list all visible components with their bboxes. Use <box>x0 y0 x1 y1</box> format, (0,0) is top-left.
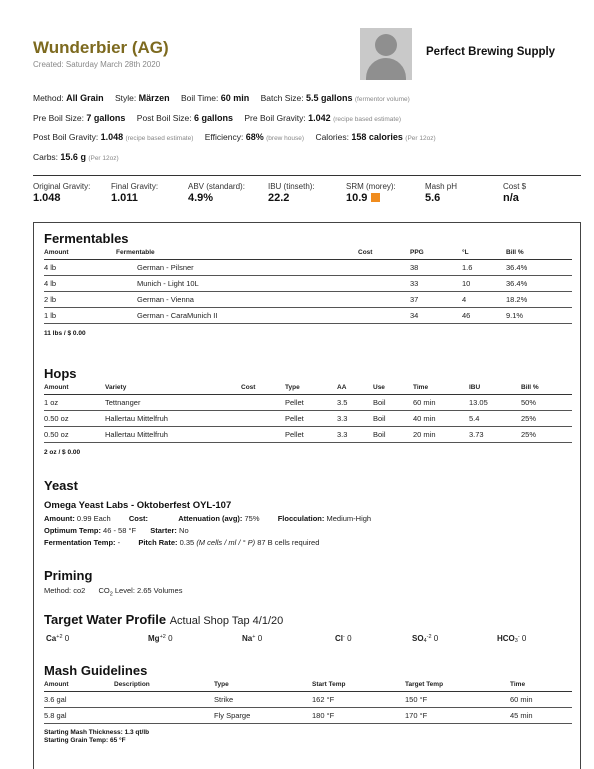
flocculation-value: Medium-High <box>326 514 372 523</box>
starter-label: Starter: <box>150 526 177 535</box>
ion-symbol: Cl <box>335 634 343 643</box>
efficiency-value: 68% <box>245 132 264 142</box>
pitch-rate-value: 0.35 <box>179 538 195 547</box>
cost-value: n/a <box>503 192 519 204</box>
yeast-amount-label: Amount: <box>44 514 75 523</box>
priming-method: co2 <box>73 586 86 595</box>
cell <box>241 426 285 442</box>
specs-line-1 <box>33 93 563 113</box>
pitch-rate-unit: (M cells / ml / ° P) <box>196 538 256 547</box>
cell: 170 °F <box>405 707 510 723</box>
priming-title: Priming <box>44 568 93 583</box>
cell: 0.50 oz <box>44 410 105 426</box>
col-header: Bill % <box>506 247 572 259</box>
col-header: Time <box>510 679 572 691</box>
ion-value: 0 <box>433 634 439 643</box>
og-label: Original Gravity: <box>33 182 91 191</box>
co2-level-label: Level: <box>114 586 135 595</box>
ibu-value: 22.2 <box>268 192 290 204</box>
cell: 3.6 gal <box>44 691 114 707</box>
ion-charge: +2 <box>56 634 63 640</box>
srm-value-wrap <box>346 192 396 204</box>
pre-boil-size-label: Pre Boil Size: <box>33 112 85 123</box>
table-row <box>44 275 572 291</box>
co2-level: 2.65 Volumes <box>137 586 183 595</box>
ph-label: Mash pH <box>425 182 458 191</box>
shop-name: Perfect Brewing Supply <box>426 46 556 58</box>
efficiency-label: Efficiency: <box>204 132 244 142</box>
hops-title: Hops <box>44 366 77 381</box>
stat-ph <box>425 182 457 204</box>
water-ions-row <box>44 634 572 648</box>
cell: 180 °F <box>312 707 405 723</box>
calories-note: (Per 12oz) <box>405 135 436 142</box>
hops-total: 2 oz / $ 0.00 <box>44 448 81 456</box>
method-label: Method: <box>33 93 64 103</box>
mash-thickness-label: Starting Mash Thickness: <box>44 728 123 736</box>
specs-line-4 <box>33 152 563 172</box>
cell: 13.05 <box>469 394 521 410</box>
flocculation-label: Flocculation: <box>277 514 325 523</box>
grain-temp-line <box>44 737 572 744</box>
starter-value: No <box>179 526 189 535</box>
stat-srm <box>346 182 396 204</box>
cell: 4 <box>462 291 506 307</box>
pre-boil-gravity-value: 1.042 <box>308 112 331 123</box>
fermentables-header-row <box>44 247 572 259</box>
abv-label: ABV (standard): <box>188 182 245 191</box>
cell: 38 <box>410 259 462 275</box>
pitch-rate-note: 87 B cells required <box>257 538 320 547</box>
avatar-body-shape <box>366 58 406 80</box>
cell: 45 min <box>510 707 572 723</box>
table-row <box>44 691 572 707</box>
ion-subscript: 4 <box>423 638 427 644</box>
yeast-name: Omega Yeast Labs - Oktoberfest OYL-107 <box>44 500 232 511</box>
shop-avatar <box>360 28 412 80</box>
mash-section <box>44 663 572 744</box>
fg-label: Final Gravity: <box>111 182 159 191</box>
mash-header-row <box>44 679 572 691</box>
ion-subscript: 3 <box>514 638 518 644</box>
priming-section <box>44 568 572 598</box>
srm-color-swatch <box>371 193 380 202</box>
col-header: IBU <box>469 382 521 394</box>
col-header: AA <box>337 382 373 394</box>
table-row <box>44 707 572 723</box>
table-row <box>44 394 572 410</box>
boil-time-label: Boil Time: <box>181 93 219 103</box>
fermentables-title: Fermentables <box>44 231 129 246</box>
created-date: Created: Saturday March 28th 2020 <box>33 60 161 69</box>
pre-boil-gravity-label: Pre Boil Gravity: <box>244 112 306 123</box>
cell: 33 <box>410 275 462 291</box>
col-header: Type <box>285 382 337 394</box>
hops-section <box>44 366 572 456</box>
optimum-temp-value: 46 - 58 °F <box>103 526 137 535</box>
stat-cost <box>503 182 526 204</box>
cell: Boil <box>373 426 413 442</box>
batch-size-note: (fermentor volume) <box>354 96 410 103</box>
fermentables-table <box>44 247 572 324</box>
cell: Tettnanger <box>105 394 241 410</box>
optimum-temp-label: Optimum Temp: <box>44 526 101 535</box>
table-row <box>44 410 572 426</box>
col-header: Fermentable <box>116 247 358 259</box>
ion-symbol: Ca <box>46 634 57 643</box>
divider-line <box>33 175 581 176</box>
water-title: Target Water Profile <box>44 612 167 627</box>
table-row <box>44 307 572 323</box>
cell: Fly Sparge <box>214 707 312 723</box>
cell <box>358 291 410 307</box>
srm-label: SRM (morey): <box>346 182 396 191</box>
recipe-title: Wunderbier (AG) <box>33 38 169 57</box>
water-section <box>44 612 572 648</box>
cell: Munich - Light 10L <box>116 275 358 291</box>
cell <box>358 307 410 323</box>
ion-charge: -2 <box>426 634 432 640</box>
col-header: Variety <box>105 382 241 394</box>
carbs-label: Carbs: <box>33 151 59 162</box>
pitch-rate-label: Pitch Rate: <box>138 538 178 547</box>
cell <box>241 410 285 426</box>
cell: 34 <box>410 307 462 323</box>
cell: 3.5 <box>337 394 373 410</box>
cell: Boil <box>373 410 413 426</box>
ion-symbol: Na <box>242 634 253 643</box>
cell: 3.3 <box>337 410 373 426</box>
ph-value: 5.6 <box>425 192 441 204</box>
col-header: Amount <box>44 679 114 691</box>
stat-abv <box>188 182 245 204</box>
carbs-note: (Per 12oz) <box>88 154 119 162</box>
hops-table <box>44 382 572 443</box>
calories-label: Calories: <box>315 132 349 142</box>
table-row <box>44 291 572 307</box>
pre-boil-gravity-note: (recipe based estimate) <box>333 115 401 123</box>
cost-label: Cost $ <box>503 182 527 191</box>
cell: German - Vienna <box>116 291 358 307</box>
co2-sub: 2 <box>109 591 113 598</box>
attenuation-value: 75% <box>244 514 260 523</box>
stat-ibu <box>268 182 315 204</box>
pre-boil-size-value: 7 gallons <box>86 112 126 123</box>
cell: 0.50 oz <box>44 426 105 442</box>
abv-value: 4.9% <box>188 192 214 204</box>
col-header: PPG <box>410 247 462 259</box>
col-header: Use <box>373 382 413 394</box>
co2-label: CO <box>98 586 110 595</box>
cell: 5.4 <box>469 410 521 426</box>
cell: Boil <box>373 394 413 410</box>
ion-value: 0 <box>521 634 527 643</box>
table-row <box>44 426 572 442</box>
cell: 3.3 <box>337 426 373 442</box>
cell <box>358 275 410 291</box>
ion-charge: - <box>517 634 520 640</box>
cell <box>114 691 214 707</box>
yeast-line-3 <box>44 538 572 547</box>
fermentation-temp-label: Fermentation Temp: <box>44 538 116 547</box>
ion-value: 0 <box>64 634 70 643</box>
fermentables-total: 11 lbs / $ 0.00 <box>44 329 86 337</box>
cell: 37 <box>410 291 462 307</box>
srm-value: 10.9 <box>346 192 368 204</box>
cell: 5.8 gal <box>44 707 114 723</box>
yeast-title: Yeast <box>44 478 78 493</box>
cell: 36.4% <box>506 275 572 291</box>
mash-thickness-value: 1.3 qt/lb <box>124 728 150 736</box>
carbs-value: 15.6 g <box>60 151 86 162</box>
cell: 10 <box>462 275 506 291</box>
cell: 162 °F <box>312 691 405 707</box>
batch-size-value: 5.5 gallons <box>305 93 353 103</box>
grain-temp-label: Starting Grain Temp: <box>44 736 109 744</box>
post-boil-gravity-note: (recipe based estimate) <box>125 135 194 142</box>
yeast-amount: 0.99 Each <box>76 514 111 523</box>
cell <box>358 259 410 275</box>
ibu-label: IBU (tinseth): <box>268 182 315 191</box>
stats-row <box>33 182 581 212</box>
col-header: Amount <box>44 247 116 259</box>
mash-thickness-line <box>44 729 572 736</box>
cell: 1.6 <box>462 259 506 275</box>
ion-charge: + <box>252 634 256 640</box>
ion-chloride <box>335 634 352 643</box>
cell: 18.2% <box>506 291 572 307</box>
cell: 36.4% <box>506 259 572 275</box>
col-header: Cost <box>358 247 410 259</box>
water-title-wrap <box>44 612 572 627</box>
hops-header-row <box>44 382 572 394</box>
cell: 40 min <box>413 410 469 426</box>
boil-time-value: 60 min <box>220 93 250 103</box>
yeast-line-2 <box>44 526 572 535</box>
col-header: Bill % <box>521 382 572 394</box>
recipe-specs <box>33 93 563 171</box>
grain-temp-value: 65 °F <box>109 736 126 744</box>
cell: 1 lb <box>44 307 116 323</box>
post-boil-gravity-value: 1.048 <box>100 132 124 142</box>
cell: 60 min <box>413 394 469 410</box>
post-boil-size-value: 6 gallons <box>193 112 233 123</box>
cell: Pellet <box>285 410 337 426</box>
post-boil-size-label: Post Boil Size: <box>136 112 192 123</box>
ion-value: 0 <box>257 634 263 643</box>
cell: Pellet <box>285 426 337 442</box>
style-value: Märzen <box>138 93 170 103</box>
ion-value: 0 <box>347 634 352 643</box>
cell: 25% <box>521 426 572 442</box>
cell: 20 min <box>413 426 469 442</box>
col-header: Start Temp <box>312 679 405 691</box>
avatar-head-shape <box>375 34 397 56</box>
specs-line-3 <box>33 132 563 152</box>
cell: Strike <box>214 691 312 707</box>
cell: German - CaraMunich II <box>116 307 358 323</box>
cell: 25% <box>521 410 572 426</box>
ion-charge: - <box>343 634 345 640</box>
mash-table <box>44 679 572 724</box>
cell: 4 lb <box>44 275 116 291</box>
yeast-line-1 <box>44 514 572 523</box>
stat-fg <box>111 182 158 204</box>
post-boil-gravity-label: Post Boil Gravity: <box>33 132 99 142</box>
efficiency-note: (brew house) <box>266 135 305 142</box>
cell: German - Pilsner <box>116 259 358 275</box>
ion-magnesium <box>148 634 173 643</box>
cell: 150 °F <box>405 691 510 707</box>
ion-value: 0 <box>168 634 173 643</box>
ion-symbol: SO <box>412 634 424 643</box>
ion-symbol: HCO <box>497 634 515 643</box>
attenuation-label: Attenuation (avg): <box>178 514 243 523</box>
priming-line <box>44 586 572 598</box>
ion-sodium <box>242 634 262 643</box>
col-header: Description <box>114 679 214 691</box>
ion-charge: +2 <box>159 634 166 640</box>
cell: 9.1% <box>506 307 572 323</box>
ion-symbol: Mg <box>148 634 160 643</box>
col-header: Cost <box>241 382 285 394</box>
batch-size-label: Batch Size: <box>260 93 304 103</box>
fermentation-temp-value: - <box>117 538 121 547</box>
yeast-cost-label: Cost: <box>128 514 149 523</box>
cell <box>114 707 214 723</box>
col-header: Amount <box>44 382 105 394</box>
ion-bicarbonate <box>497 634 526 644</box>
col-header: Target Temp <box>405 679 510 691</box>
col-header: Time <box>413 382 469 394</box>
ion-sulfate <box>412 634 438 644</box>
cell: 50% <box>521 394 572 410</box>
method-value: All Grain <box>66 93 104 103</box>
style-label: Style: <box>114 93 137 103</box>
table-row <box>44 259 572 275</box>
stat-og <box>33 182 90 204</box>
calories-value: 158 calories <box>351 132 403 142</box>
cell: 60 min <box>510 691 572 707</box>
mash-title: Mash Guidelines <box>44 663 148 678</box>
fermentables-section <box>44 231 572 337</box>
priming-method-label: Method: <box>44 586 72 595</box>
cell <box>241 394 285 410</box>
specs-line-2 <box>33 113 563 133</box>
yeast-section <box>44 478 572 547</box>
ion-calcium <box>46 634 69 643</box>
og-value: 1.048 <box>33 192 61 204</box>
cell: 2 lb <box>44 291 116 307</box>
water-subtitle: Actual Shop Tap 4/1/20 <box>169 615 284 627</box>
fg-value: 1.011 <box>111 192 138 204</box>
cell: 3.73 <box>469 426 521 442</box>
col-header: °L <box>462 247 506 259</box>
col-header: Type <box>214 679 312 691</box>
cell: 46 <box>462 307 506 323</box>
cell: 1 oz <box>44 394 105 410</box>
cell: 4 lb <box>44 259 116 275</box>
cell: Pellet <box>285 394 337 410</box>
cell: Hallertau Mittelfruh <box>105 426 241 442</box>
cell: Hallertau Mittelfruh <box>105 410 241 426</box>
